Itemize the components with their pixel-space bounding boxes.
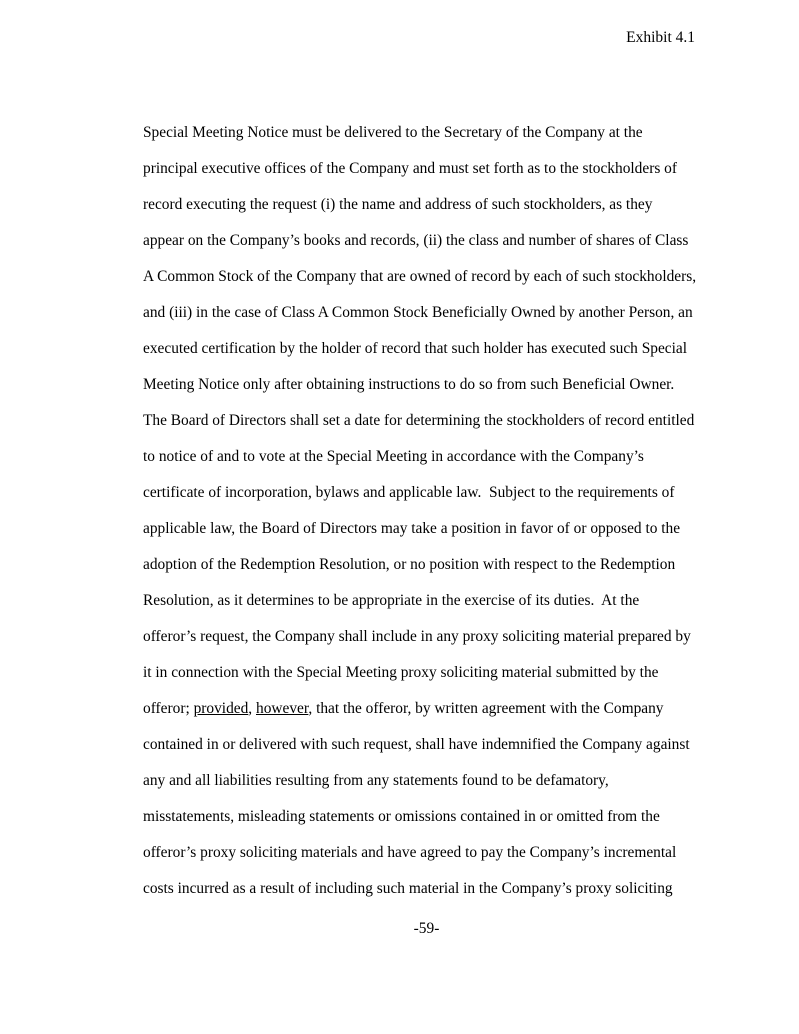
text-line: contained in or delivered with such request, shall have indemnified the Company against xyxy=(143,736,690,753)
text-line: Meeting Notice only after obtaining instructions to do so from such Beneficial Owner. xyxy=(143,376,675,393)
text-line: applicable law, the Board of Directors may take a position in favor of or opposed to the xyxy=(143,520,681,537)
text-line: certificate of incorporation, bylaws and applicable law. Subject to the requirements of xyxy=(143,484,675,501)
text-segment: offeror; xyxy=(143,700,194,717)
underlined-term: however xyxy=(256,700,309,717)
text-line: record executing the request (i) the name and address of such stockholders, as they xyxy=(143,196,653,213)
text-line: Special Meeting Notice must be delivered to the Secretary of the Company at the xyxy=(143,124,643,141)
text-line: executed certification by the holder of record that such holder has executed such Special xyxy=(143,340,688,357)
text-line: offeror’s request, the Company shall include in any proxy soliciting material prepared by xyxy=(143,628,691,645)
underlined-term: provided xyxy=(193,700,249,717)
text-line: to notice of and to vote at the Special Meeting in accordance with the Company’s xyxy=(143,448,644,465)
text-segment: , xyxy=(248,700,256,717)
exhibit-label: Exhibit 4.1 xyxy=(626,29,695,46)
text-line: it in connection with the Special Meeting proxy soliciting material submitted by the xyxy=(143,664,659,681)
text-line: offeror’s proxy soliciting materials and have agreed to pay the Company’s incremental xyxy=(143,844,677,861)
text-segment: , that the offeror, by written agreement with the Company xyxy=(308,700,664,717)
text-line: Resolution, as it determines to be appropriate in the exercise of its duties. At the xyxy=(143,592,640,609)
text-line: appear on the Company’s books and records, (ii) the class and number of shares of Class xyxy=(143,232,689,249)
text-line: any and all liabilities resulting from any statements found to be defamatory, xyxy=(143,772,609,789)
text-line: and (iii) in the case of Class A Common Stock Beneficially Owned by another Person, an xyxy=(143,304,693,321)
text-line xyxy=(143,691,696,727)
text-line: A Common Stock of the Company that are owned of record by each of such stockholders, xyxy=(143,268,697,285)
text-line: adoption of the Redemption Resolution, or no position with respect to the Redemption xyxy=(143,556,676,573)
page-number: -59- xyxy=(413,920,440,937)
document-body xyxy=(143,115,696,907)
text-line: The Board of Directors shall set a date for determining the stockholders of record entitled xyxy=(143,412,695,429)
text-line: costs incurred as a result of including such material in the Company’s proxy soliciting xyxy=(143,880,673,897)
text-line: misstatements, misleading statements or omissions contained in or omitted from the xyxy=(143,808,660,825)
text-line: principal executive offices of the Company and must set forth as to the stockholders of xyxy=(143,160,677,177)
